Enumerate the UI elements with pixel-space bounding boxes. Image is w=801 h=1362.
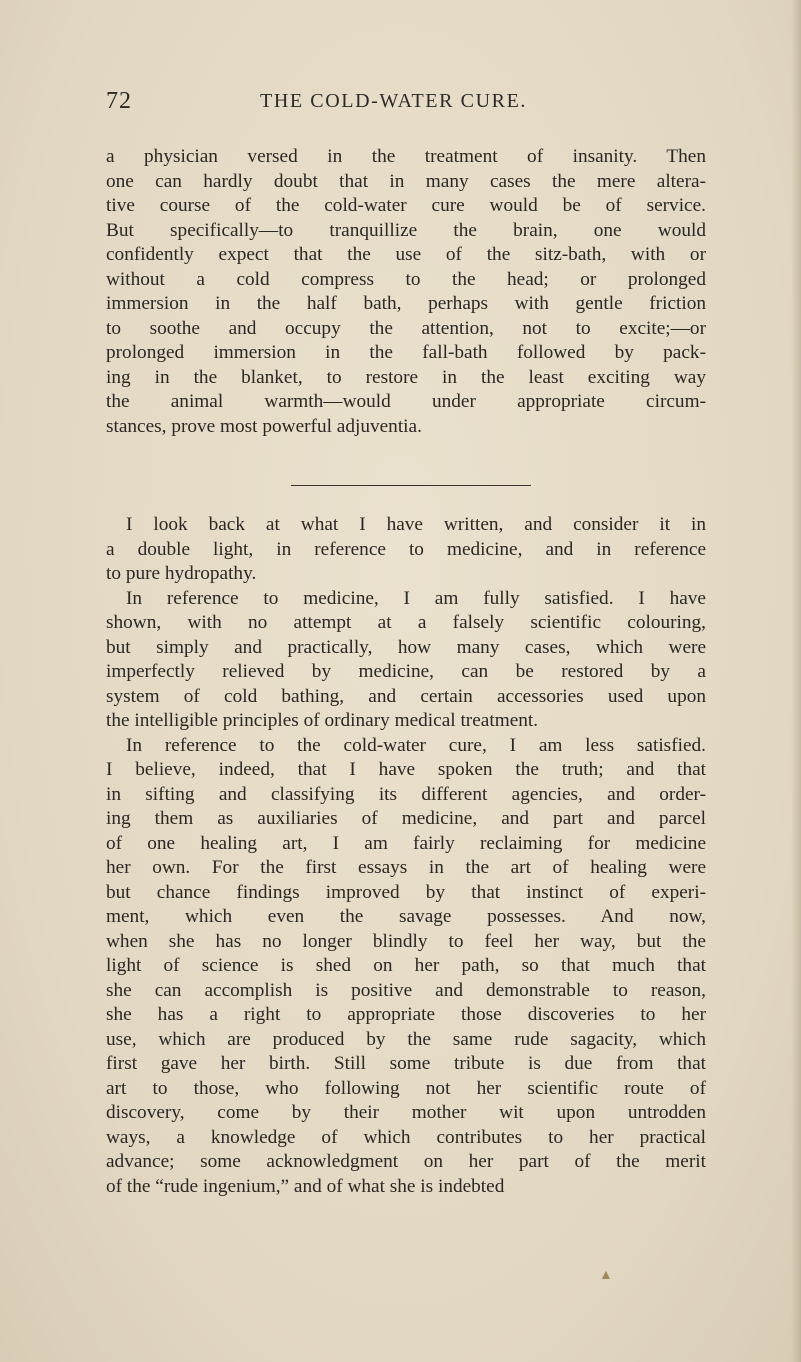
text-line: But specifically—to tranquillize the brain, one would xyxy=(106,219,706,241)
text-line: I look back at what I have written, and consider it in xyxy=(126,514,706,535)
text-line: prolonged immersion in the fall-bath followed by pack- xyxy=(106,342,706,363)
text-line: ways, a knowledge of which contributes to her practical xyxy=(106,1126,706,1148)
text-line: of one healing art, I am fairly reclaiming for medicine xyxy=(106,832,706,854)
text-line: of the “rude ingenium,” and of what she is indebted xyxy=(106,1175,505,1197)
page-edge-shadow xyxy=(791,0,801,1362)
running-title: THE COLD-WATER CURE. xyxy=(260,90,527,112)
text-line: one can hardly doubt that in many cases the mere altera- xyxy=(106,170,706,192)
text-line: I believe, indeed, that I have spoken the truth; and that xyxy=(106,759,706,780)
page-number: 72 xyxy=(106,88,132,114)
text-line: ment, which even the savage possesses. And now, xyxy=(106,906,706,927)
text-line: she can accomplish is positive and demonstrable to reason, xyxy=(106,979,706,1001)
printer-mark-icon: ▲ xyxy=(599,1268,613,1283)
text-line: imperfectly relieved by medicine, can be restored by a xyxy=(106,661,706,682)
text-line: she has a right to appropriate those discoveries to her xyxy=(106,1004,706,1025)
text-line: without a cold compress to the head; or prolonged xyxy=(106,268,706,290)
running-head xyxy=(106,88,706,118)
text-line: light of science is shed on her path, so that much that xyxy=(106,955,706,976)
section-divider xyxy=(291,485,531,486)
text-line: to soothe and occupy the attention, not to excite;—or xyxy=(106,317,706,339)
text-line: system of cold bathing, and certain accessories used upon xyxy=(106,685,706,707)
text-line: confidently expect that the use of the sitz-bath, with or xyxy=(106,244,706,265)
text-line: when she has no longer blindly to feel her way, but the xyxy=(106,930,706,952)
text-line: stances, prove most powerful adjuventia. xyxy=(106,415,422,437)
text-line: her own. For the first essays in the art of healing were xyxy=(106,857,706,878)
text-line: ing them as auxiliaries of medicine, and part and parcel xyxy=(106,808,706,829)
text-line: the animal warmth—would under appropriate circum- xyxy=(106,391,706,412)
paragraph-1 xyxy=(106,145,706,439)
text-line: discovery, come by their mother wit upon untrodden xyxy=(106,1102,706,1123)
text-line: but chance findings improved by that instinct of experi- xyxy=(106,881,706,903)
text-line: In reference to the cold-water cure, I am less satisfied. xyxy=(126,734,706,756)
paragraph-3 xyxy=(106,587,706,734)
text-line: the intelligible principles of ordinary medical treatment. xyxy=(106,710,539,731)
text-line: in sifting and classifying its different agencies, and order- xyxy=(106,783,706,805)
text-line: but simply and practically, how many cases, which were xyxy=(106,636,706,658)
text-line: shown, with no attempt at a falsely scientific colouring, xyxy=(106,612,706,633)
paragraph-2 xyxy=(106,513,706,587)
text-line: advance; some acknowledgment on her part of the merit xyxy=(106,1151,706,1172)
text-line: a double light, in reference to medicine, and in reference xyxy=(106,538,706,560)
text-line: tive course of the cold-water cure would be of service. xyxy=(106,195,706,216)
text-line: first gave her birth. Still some tribute is due from that xyxy=(106,1053,706,1074)
text-line: In reference to medicine, I am fully satisfied. I have xyxy=(126,587,706,609)
text-line: ing in the blanket, to restore in the least exciting way xyxy=(106,366,706,388)
text-line: art to those, who following not her scientific route of xyxy=(106,1077,706,1099)
text-line: use, which are produced by the same rude sagacity, which xyxy=(106,1028,706,1050)
paragraph-4 xyxy=(106,734,706,1200)
text-line: a physician versed in the treatment of insanity. Then xyxy=(106,146,706,167)
text-line: immersion in the half bath, perhaps with gentle friction xyxy=(106,293,706,314)
text-line: to pure hydropathy. xyxy=(106,563,257,584)
paragraph-group xyxy=(106,513,706,1199)
